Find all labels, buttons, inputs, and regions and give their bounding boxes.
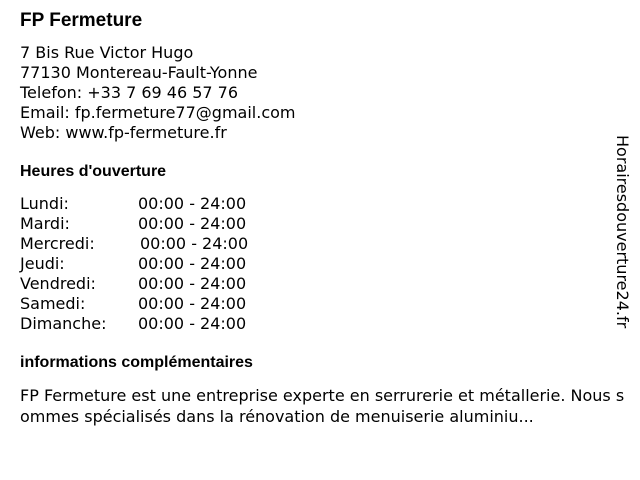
hours-time: 00:00 - 24:00	[138, 274, 247, 293]
website-link[interactable]: Web: www.fp-fermeture.fr	[20, 123, 227, 142]
hours-row	[20, 214, 280, 234]
hours-day: Dimanche:	[20, 314, 107, 333]
site-watermark: Horairesdouverture24.fr	[613, 135, 632, 329]
address-city: 77130 Montereau-Fault-Yonne	[20, 63, 258, 82]
business-name: FP Fermeture	[20, 10, 143, 31]
hours-day: Lundi:	[20, 194, 69, 213]
hours-time: 00:00 - 24:00	[138, 214, 247, 233]
hours-time: 00:00 - 24:00	[138, 314, 247, 333]
hours-row	[20, 254, 280, 274]
hours-row	[20, 194, 280, 214]
hours-time: 00:00 - 24:00	[138, 194, 247, 213]
hours-table	[20, 194, 280, 334]
hours-day: Samedi:	[20, 294, 86, 313]
info-description: FP Fermeture est une entreprise experte en serrurerie et métallerie. Nous sommes spécialisés dans la rénovation de menuiserie aluminiu...	[20, 386, 625, 426]
hours-day: Mercredi:	[20, 234, 95, 253]
email-address[interactable]: Email: fp.fermeture77@gmail.com	[20, 103, 296, 122]
hours-day: Mardi:	[20, 214, 70, 233]
hours-row	[20, 294, 280, 314]
hours-row	[20, 274, 280, 294]
address-street: 7 Bis Rue Victor Hugo	[20, 43, 194, 62]
info-heading: informations complémentaires	[20, 354, 253, 371]
hours-row	[20, 234, 280, 254]
hours-day: Jeudi:	[20, 254, 65, 273]
hours-day: Vendredi:	[20, 274, 96, 293]
hours-time: 00:00 - 24:00	[140, 234, 249, 253]
hours-row	[20, 314, 280, 334]
hours-time: 00:00 - 24:00	[138, 294, 247, 313]
hours-heading: Heures d'ouverture	[20, 163, 167, 180]
hours-time: 00:00 - 24:00	[138, 254, 247, 273]
phone-number[interactable]: Telefon: +33 7 69 46 57 76	[20, 83, 239, 102]
contact-block	[20, 43, 295, 143]
